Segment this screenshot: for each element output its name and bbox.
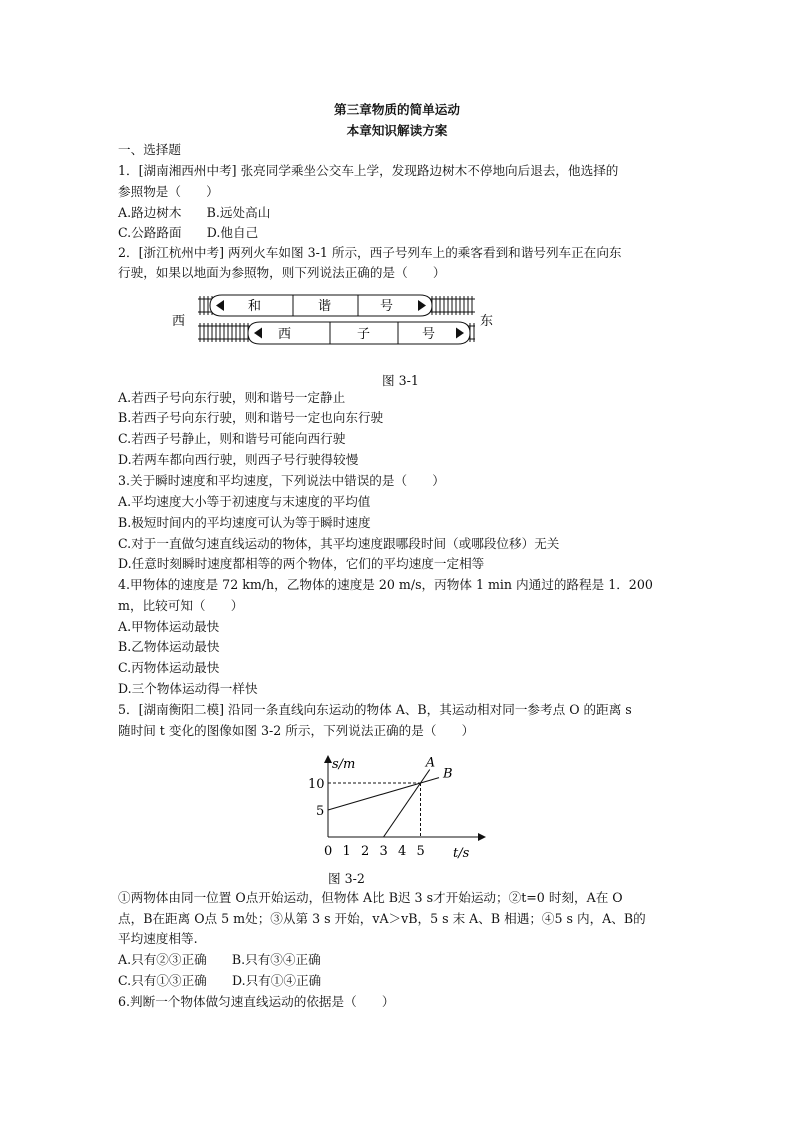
- q3-stem: 3.关于瞬时速度和平均速度，下列说法中错误的是（ ）: [118, 473, 445, 488]
- q5-statement-line2: 点，B在距离 O点 5 m处；③从第 3 s 开始，vA＞vB，5 s 末 A、B 相遇；④5 s 内，A、B的: [118, 911, 646, 926]
- series-label-B: B: [443, 766, 453, 782]
- q5-stem-line2: 随时间 t 变化的图像如图 3-2 所示，下列说法正确的是（ ）: [118, 723, 475, 738]
- x-tick-label: 5: [416, 844, 425, 859]
- bottom-car-1-label: 西: [278, 327, 292, 342]
- x-axis-label: t/s: [453, 846, 470, 861]
- q3-option-d: D.任意时刻瞬时速度都相等的两个物体，它们的平均速度一定相等: [118, 556, 485, 571]
- st-graph: [296, 754, 496, 862]
- series-line-B: [328, 778, 439, 810]
- q6-stem: 6.判断一个物体做匀速直线运动的依据是（ ）: [118, 994, 395, 1009]
- x-tick-label: 2: [361, 844, 370, 859]
- y-tick-label: 10: [308, 777, 325, 792]
- q5-stem-line1: 5．[湖南衡阳二模] 沿同一条直线向东运动的物体 A、B，其运动相对同一参考点 O 的距离 s: [118, 702, 632, 717]
- series-line-A: [384, 770, 430, 838]
- y-tick-label: 5: [316, 804, 325, 819]
- q4-option-c: C.丙物体运动最快: [118, 660, 220, 675]
- q1-stem-line2: 参照物是（ ）: [118, 184, 219, 199]
- label-east: 东: [480, 314, 494, 329]
- q2-option-d: D.若两车都向西行驶，则西子号行驶得较慢: [118, 452, 359, 467]
- q2-option-a: A.若西子号向东行驶，则和谐号一定静止: [118, 390, 346, 405]
- x-tick-label: 1: [342, 844, 351, 859]
- q1-options-ab: A.路边树木 B.远处高山: [118, 205, 271, 220]
- q4-option-b: B.乙物体运动最快: [118, 639, 220, 654]
- chapter-title: 第三章物质的简单运动: [334, 102, 460, 117]
- figure-3-2-caption: 图 3-2: [328, 871, 365, 886]
- q4-stem-line1: 4.甲物体的速度是 72 km/h，乙物体的速度是 20 m/s，丙物体 1 min 内通过的路程是 1．200: [118, 577, 653, 592]
- bottom-car-2-label: 子: [357, 327, 371, 342]
- section-heading: 一、选择题: [118, 142, 181, 157]
- q5-options-ab: A.只有②③正确 B.只有③④正确: [118, 952, 321, 967]
- top-car-1-label: 和: [248, 299, 262, 314]
- label-west: 西: [172, 314, 186, 329]
- q3-option-b: B.极短时间内的平均速度可认为等于瞬时速度: [118, 515, 371, 530]
- q3-option-a: A.平均速度大小等于初速度与末速度的平均值: [118, 494, 371, 509]
- q4-option-a: A.甲物体运动最快: [118, 619, 220, 634]
- train-figure: [170, 292, 500, 356]
- q5-statement-line1: ①两物体由同一位置 O点开始运动，但物体 A比 B迟 3 s才开始运动；②t=0 时刻，A在 O: [118, 890, 623, 905]
- q4-option-d: D.三个物体运动得一样快: [118, 681, 258, 696]
- q5-options-cd: C.只有①③正确 D.只有①④正确: [118, 973, 322, 988]
- bottom-car-3-label: 号: [422, 327, 436, 342]
- figure-3-1-caption: 图 3-1: [382, 373, 419, 388]
- q5-statement-line3: 平均速度相等.: [118, 931, 198, 946]
- q2-option-b: B.若西子号向东行驶，则和谐号一定也向东行驶: [118, 410, 384, 425]
- series-label-A: A: [425, 755, 436, 771]
- q2-option-c: C.若西子号静止，则和谐号可能向西行驶: [118, 431, 346, 446]
- chapter-subtitle: 本章知识解读方案: [346, 123, 448, 138]
- y-axis-label: s/m: [332, 757, 356, 772]
- q2-stem-line1: 2．[浙江杭州中考] 两列火车如图 3-1 所示，西子号列车上的乘客看到和谐号列车正在向东: [118, 245, 622, 260]
- x-tick-label: 3: [379, 844, 388, 859]
- q1-stem-line1: 1．[湖南湘西州中考] 张亮同学乘坐公交车上学，发现路边树木不停地向后退去，他选择的: [118, 163, 619, 178]
- q2-stem-line2: 行驶，如果以地面为参照物，则下列说法正确的是（ ）: [118, 265, 446, 280]
- q3-option-c: C.对于一直做匀速直线运动的物体，其平均速度跟哪段时间（或哪段位移）无关: [118, 536, 560, 551]
- q1-options-cd: C.公路路面 D.他自己: [118, 225, 259, 240]
- q4-stem-line2: m，比较可知（ ）: [118, 598, 244, 613]
- x-tick-label: 4: [398, 844, 407, 859]
- top-car-2-label: 谐: [318, 299, 332, 314]
- x-tick-label: 0: [324, 844, 333, 859]
- top-car-3-label: 号: [380, 299, 394, 314]
